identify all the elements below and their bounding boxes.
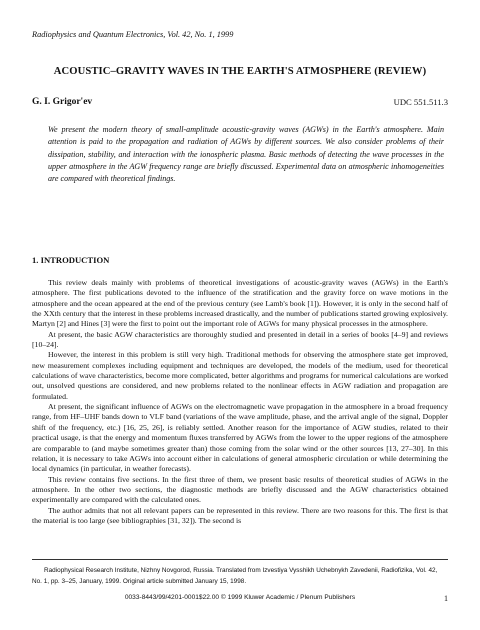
copyright-imprint: 0033-8443/99/4201-0001$22.00 © 1999 Kluwer Academic / Plenum Publishers [124, 594, 356, 601]
footnote-divider [32, 559, 448, 560]
paragraph: The author admits that not all relevant papers can be represented in this review. There are two reasons for this. The first is that the material is too large (see bibliographies [31, 32]). The second is [32, 505, 448, 525]
journal-citation: Radiophysics and Quantum Electronics, Vol. 42, No. 1, 1999 [32, 30, 234, 39]
affiliation-footnote: Radiophysical Research Institute, Nizhny Novgorod, Russia. Translated from Izvestiya Vysshikh Uchebnykh Zavedenii, Radiofizika, Vol. 42, No. 1, pp. 3–25, January, 1999. Original article submitted January 15, 1998. [32, 567, 438, 585]
paragraph: This review contains five sections. In the first three of them, we present basic results of theoretical studies of AGWs in the atmosphere. In the other two sections, the diagnostic methods are briefly discussed and the AGW characteristics obtained experimentally are compared with the calculated ones. [32, 474, 448, 505]
section-body [32, 278, 448, 526]
udc-code: UDC 551.511.3 [393, 97, 448, 107]
author-name: G. I. Grigor'ev [32, 97, 93, 107]
paragraph: However, the interest in this problem is still very high. Traditional methods for observing the atmosphere state get improved, new measurement complexes including equipment and techniques are developed, the models of the medium, used for theoretical calculations of wave characteristics, become more complicated, better algorithms and programs for numerical calculations are worked out, unsolved questions are considered, and new problems related to the nonlinear effects in AGW radiation and propagation are formulated. [32, 350, 448, 401]
paragraph: This review deals mainly with problems of theoretical investigations of acoustic-gravity waves (AGWs) in the Earth's atmosphere. The first publications devoted to the influence of the stratification and the gravity force on wave motions in the atmosphere and the ocean appeared at the end of the previous century (see Lamb's book [1]). However, it is only in the second half of the XXth century that the interest in these problems increased drastically, and the number of publications started growing explosively. Martyn [2] and Hines [3] were the first to point out the important role of AGWs for many physical processes in the atmosphere. [32, 278, 448, 329]
article-title: ACOUSTIC–GRAVITY WAVES IN THE EARTH'S ATMOSPHERE (REVIEW) [53, 66, 427, 77]
abstract: We present the modern theory of small-amplitude acoustic-gravity waves (AGWs) in the Earth's atmosphere. Main attention is paid to the propagation and radiation of AGWs by different sources. We also consider problems of their dissipation, stability, and interaction with the ionospheric plasma. Basic methods of detecting the wave processes in the upper atmosphere in the AGW frequency range are briefly discussed. Experimental data on atmospheric inhomogeneities are compared with theoretical findings. [48, 125, 444, 183]
paragraph: At present, the significant influence of AGWs on the electromagnetic wave propagation in the atmosphere in a broad frequency range, from HF–UHF bands down to VLF band (variations of the wave amplitude, phase, and the arrival angle of the signal, Doppler shift of the frequency, etc.) [16, 25, 26], is reliably settled. Another reason for the importance of AGW studies, related to their practical usage, is that the energy and momentum fluxes transferred by AGWs from the lower to the upper regions of the atmosphere are comparable to (and maybe sometimes greater than) those coming from the solar wind or the other sources [13, 27–30]. In this relation, it is necessary to take AGWs into account either in calculations of general atmospheric circulation or while determining the local dynamics (in particular, in weather forecasts). [32, 402, 448, 474]
paragraph: At present, the basic AGW characteristics are thoroughly studied and presented in detail in a series of books [4–9] and reviews [10–24]. [32, 329, 448, 350]
page-number: 1 [444, 594, 448, 603]
section-heading: 1. INTRODUCTION [32, 255, 110, 265]
